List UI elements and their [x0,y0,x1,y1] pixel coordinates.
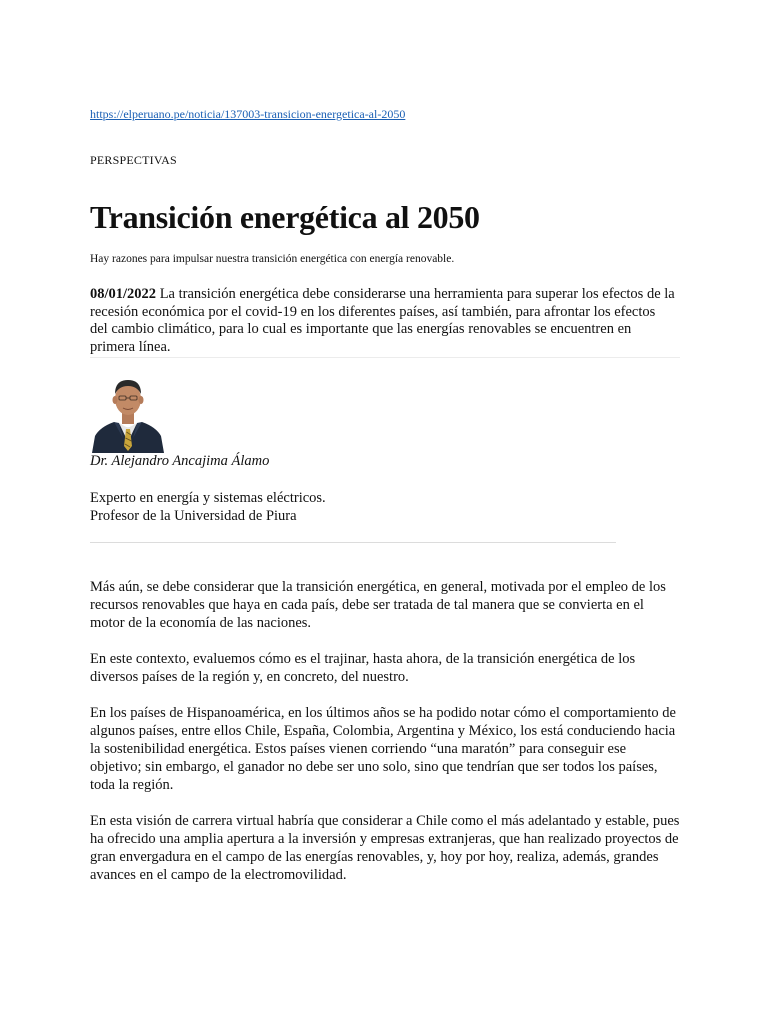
body-paragraph-1: Más aún, se debe considerar que la transición energética, en general, motivada por el empleo de los recursos renovables que haya en cada país, debe ser tratada de tal manera que se convierta en el motor de la economía de las naciones. [90,579,666,631]
divider-bottom [90,542,616,543]
author-bio-role: Experto en energía y sistemas eléctricos. [90,490,326,506]
article-body [90,578,680,902]
article-subtitle: Hay razones para impulsar nuestra transición energética con energía renovable. [90,253,455,265]
author-name: Dr. Alejandro Ancajima Álamo [90,453,270,469]
article-lead-text: La transición energética debe considerarse una herramienta para superar los efectos de la recesión económica por el covid-19 en los diferentes países, así también, para afrontar los efectos del cambio climático, para lo cual es importante que las energías renovables se encuentren en primera línea. [90,286,675,355]
author-portrait-icon [90,372,166,453]
divider-top [90,357,680,358]
section-label: PERSPECTIVAS [90,153,177,167]
source-url-link[interactable]: https://elperuano.pe/noticia/137003-transicion-energetica-al-2050 [90,107,406,121]
article-title: Transición energética al 2050 [90,199,480,235]
author-bio [90,489,326,525]
article-date: 08/01/2022 [90,286,157,302]
body-paragraph-4: En esta visión de carrera virtual habría que considerar a Chile como el más adelantado y estable, pues ha ofrecido una amplia apertura a la inversión y empresas extranjeras, que han realizado proyectos de gran envergadura en el campo de las energías renovables, y, hoy por hoy, realiza, además, grandes avances en el campo de la electromovilidad. [90,813,680,883]
body-paragraph-3: En los países de Hispanoamérica, en los últimos años se ha podido notar cómo el comportamiento de algunos países, entre ellos Chile, España, Colombia, Argentina y México, los está conduciendo hacia la sostenibilidad energética. Estos países vienen corriendo “una maratón” para conseguir ese objetivo; sin embargo, el ganador no debe ser uno solo, sino que tendrían que ser todos los países, toda la región. [90,705,676,793]
body-paragraph-2: En este contexto, evaluemos cómo es el trajinar, hasta ahora, de la transición energética de los diversos países de la región y, en concreto, del nuestro. [90,651,636,685]
article-lead [90,286,676,356]
author-bio-affiliation: Profesor de la Universidad de Piura [90,508,297,524]
